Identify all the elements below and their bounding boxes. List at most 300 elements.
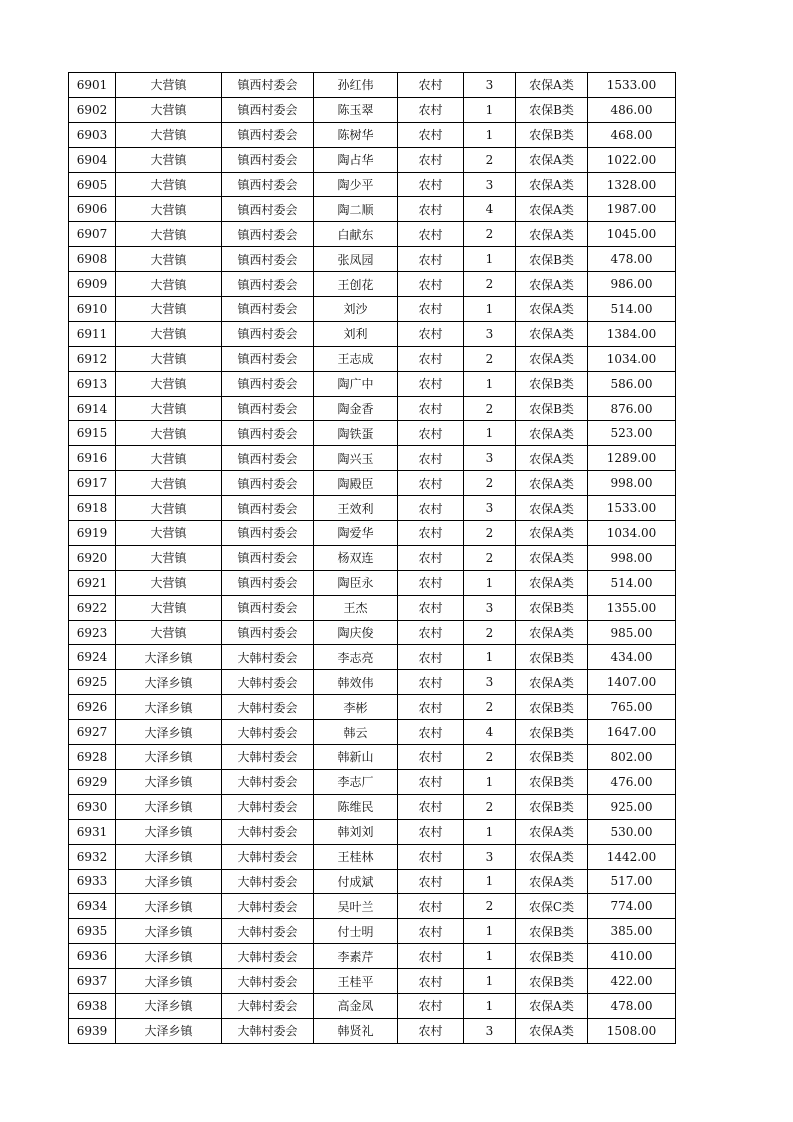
amount-cell: 385.00 [588,919,676,944]
family-size-cell: 2 [464,620,516,645]
amount-cell: 765.00 [588,695,676,720]
amount-cell: 410.00 [588,944,676,969]
town-cell: 大泽乡镇 [116,720,222,745]
table-row [69,1018,676,1043]
village-committee-cell: 镇西村委会 [222,297,314,322]
insurance-category-cell: 农保B类 [516,769,588,794]
insurance-category-cell: 农保A类 [516,272,588,297]
name-cell: 陶庆俊 [314,620,398,645]
household-type-cell: 农村 [398,147,464,172]
table-row [69,371,676,396]
row-number-cell: 6914 [69,396,116,421]
village-committee-cell: 大韩村委会 [222,869,314,894]
town-cell: 大泽乡镇 [116,819,222,844]
amount-cell: 530.00 [588,819,676,844]
town-cell: 大泽乡镇 [116,695,222,720]
family-size-cell: 2 [464,894,516,919]
table-row [69,969,676,994]
household-type-cell: 农村 [398,944,464,969]
insurance-category-cell: 农保A类 [516,1018,588,1043]
amount-cell: 586.00 [588,371,676,396]
table-row [69,894,676,919]
village-committee-cell: 镇西村委会 [222,122,314,147]
amount-cell: 523.00 [588,421,676,446]
row-number-cell: 6929 [69,769,116,794]
family-size-cell: 1 [464,97,516,122]
amount-cell: 1045.00 [588,222,676,247]
family-size-cell: 1 [464,944,516,969]
village-committee-cell: 镇西村委会 [222,147,314,172]
amount-cell: 998.00 [588,545,676,570]
town-cell: 大营镇 [116,346,222,371]
village-committee-cell: 大韩村委会 [222,769,314,794]
household-type-cell: 农村 [398,471,464,496]
amount-cell: 476.00 [588,769,676,794]
village-committee-cell: 大韩村委会 [222,919,314,944]
village-committee-cell: 镇西村委会 [222,620,314,645]
insurance-category-cell: 农保A类 [516,869,588,894]
amount-cell: 774.00 [588,894,676,919]
row-number-cell: 6928 [69,745,116,770]
beneficiary-table [68,72,676,1044]
amount-cell: 1328.00 [588,172,676,197]
family-size-cell: 1 [464,869,516,894]
table-row [69,919,676,944]
village-committee-cell: 大韩村委会 [222,993,314,1018]
family-size-cell: 3 [464,321,516,346]
village-committee-cell: 镇西村委会 [222,272,314,297]
amount-cell: 468.00 [588,122,676,147]
town-cell: 大营镇 [116,197,222,222]
household-type-cell: 农村 [398,869,464,894]
village-committee-cell: 镇西村委会 [222,321,314,346]
row-number-cell: 6920 [69,545,116,570]
table-row [69,695,676,720]
family-size-cell: 1 [464,919,516,944]
town-cell: 大营镇 [116,396,222,421]
town-cell: 大营镇 [116,371,222,396]
town-cell: 大营镇 [116,147,222,172]
town-cell: 大泽乡镇 [116,1018,222,1043]
village-committee-cell: 镇西村委会 [222,496,314,521]
amount-cell: 1442.00 [588,844,676,869]
table-row [69,421,676,446]
insurance-category-cell: 农保A类 [516,172,588,197]
insurance-category-cell: 农保B类 [516,794,588,819]
household-type-cell: 农村 [398,97,464,122]
village-committee-cell: 镇西村委会 [222,172,314,197]
household-type-cell: 农村 [398,720,464,745]
village-committee-cell: 镇西村委会 [222,545,314,570]
household-type-cell: 农村 [398,1018,464,1043]
table-row [69,620,676,645]
name-cell: 付成斌 [314,869,398,894]
insurance-category-cell: 农保A类 [516,297,588,322]
name-cell: 陶少平 [314,172,398,197]
town-cell: 大营镇 [116,521,222,546]
village-committee-cell: 镇西村委会 [222,97,314,122]
name-cell: 陈维民 [314,794,398,819]
table-row [69,944,676,969]
row-number-cell: 6926 [69,695,116,720]
insurance-category-cell: 农保A类 [516,496,588,521]
row-number-cell: 6922 [69,595,116,620]
family-size-cell: 2 [464,695,516,720]
insurance-category-cell: 农保A类 [516,446,588,471]
name-cell: 韩效伟 [314,670,398,695]
household-type-cell: 农村 [398,371,464,396]
insurance-category-cell: 农保B类 [516,371,588,396]
household-type-cell: 农村 [398,247,464,272]
table-row [69,172,676,197]
insurance-category-cell: 农保A类 [516,521,588,546]
family-size-cell: 3 [464,172,516,197]
family-size-cell: 1 [464,371,516,396]
insurance-category-cell: 农保A类 [516,993,588,1018]
household-type-cell: 农村 [398,794,464,819]
town-cell: 大营镇 [116,545,222,570]
insurance-category-cell: 农保A类 [516,545,588,570]
name-cell: 陶广中 [314,371,398,396]
family-size-cell: 1 [464,421,516,446]
table-row [69,73,676,98]
town-cell: 大营镇 [116,321,222,346]
town-cell: 大营镇 [116,97,222,122]
insurance-category-cell: 农保A类 [516,73,588,98]
town-cell: 大营镇 [116,421,222,446]
amount-cell: 1034.00 [588,346,676,371]
table-row [69,645,676,670]
amount-cell: 517.00 [588,869,676,894]
insurance-category-cell: 农保B类 [516,122,588,147]
name-cell: 韩云 [314,720,398,745]
insurance-category-cell: 农保B类 [516,745,588,770]
town-cell: 大营镇 [116,595,222,620]
family-size-cell: 3 [464,73,516,98]
insurance-category-cell: 农保B类 [516,720,588,745]
name-cell: 高金凤 [314,993,398,1018]
table-row [69,272,676,297]
insurance-category-cell: 农保B类 [516,695,588,720]
name-cell: 陶二顺 [314,197,398,222]
village-committee-cell: 大韩村委会 [222,695,314,720]
insurance-category-cell: 农保A类 [516,147,588,172]
family-size-cell: 1 [464,570,516,595]
household-type-cell: 农村 [398,844,464,869]
household-type-cell: 农村 [398,894,464,919]
household-type-cell: 农村 [398,919,464,944]
household-type-cell: 农村 [398,595,464,620]
row-number-cell: 6933 [69,869,116,894]
table-row [69,197,676,222]
name-cell: 陶臣永 [314,570,398,595]
row-number-cell: 6931 [69,819,116,844]
name-cell: 杨双连 [314,545,398,570]
family-size-cell: 1 [464,969,516,994]
name-cell: 陈树华 [314,122,398,147]
row-number-cell: 6919 [69,521,116,546]
town-cell: 大泽乡镇 [116,794,222,819]
insurance-category-cell: 农保B类 [516,944,588,969]
family-size-cell: 2 [464,521,516,546]
amount-cell: 478.00 [588,247,676,272]
row-number-cell: 6927 [69,720,116,745]
household-type-cell: 农村 [398,321,464,346]
town-cell: 大营镇 [116,297,222,322]
amount-cell: 1533.00 [588,496,676,521]
amount-cell: 1034.00 [588,521,676,546]
name-cell: 陶铁蛋 [314,421,398,446]
amount-cell: 998.00 [588,471,676,496]
household-type-cell: 农村 [398,496,464,521]
table-row [69,321,676,346]
amount-cell: 434.00 [588,645,676,670]
name-cell: 陶爱华 [314,521,398,546]
row-number-cell: 6936 [69,944,116,969]
family-size-cell: 1 [464,645,516,670]
row-number-cell: 6910 [69,297,116,322]
family-size-cell: 2 [464,545,516,570]
row-number-cell: 6907 [69,222,116,247]
household-type-cell: 农村 [398,969,464,994]
row-number-cell: 6906 [69,197,116,222]
row-number-cell: 6934 [69,894,116,919]
town-cell: 大泽乡镇 [116,769,222,794]
household-type-cell: 农村 [398,272,464,297]
row-number-cell: 6924 [69,645,116,670]
insurance-category-cell: 农保A类 [516,321,588,346]
row-number-cell: 6904 [69,147,116,172]
household-type-cell: 农村 [398,993,464,1018]
household-type-cell: 农村 [398,297,464,322]
table-row [69,97,676,122]
table-row [69,595,676,620]
household-type-cell: 农村 [398,122,464,147]
name-cell: 陈玉翠 [314,97,398,122]
name-cell: 王志成 [314,346,398,371]
table-row [69,396,676,421]
table-row [69,869,676,894]
name-cell: 刘利 [314,321,398,346]
table-row [69,720,676,745]
name-cell: 李志亮 [314,645,398,670]
amount-cell: 486.00 [588,97,676,122]
town-cell: 大泽乡镇 [116,894,222,919]
amount-cell: 876.00 [588,396,676,421]
family-size-cell: 1 [464,993,516,1018]
town-cell: 大泽乡镇 [116,919,222,944]
household-type-cell: 农村 [398,769,464,794]
row-number-cell: 6909 [69,272,116,297]
name-cell: 张凤园 [314,247,398,272]
village-committee-cell: 大韩村委会 [222,844,314,869]
row-number-cell: 6939 [69,1018,116,1043]
name-cell: 韩刘刘 [314,819,398,844]
town-cell: 大泽乡镇 [116,844,222,869]
household-type-cell: 农村 [398,695,464,720]
table-row [69,570,676,595]
row-number-cell: 6916 [69,446,116,471]
insurance-category-cell: 农保B类 [516,247,588,272]
insurance-category-cell: 农保B类 [516,645,588,670]
amount-cell: 1289.00 [588,446,676,471]
village-committee-cell: 镇西村委会 [222,197,314,222]
table-row [69,446,676,471]
household-type-cell: 农村 [398,645,464,670]
household-type-cell: 农村 [398,745,464,770]
town-cell: 大营镇 [116,73,222,98]
village-committee-cell: 镇西村委会 [222,371,314,396]
village-committee-cell: 大韩村委会 [222,645,314,670]
family-size-cell: 2 [464,222,516,247]
name-cell: 吴叶兰 [314,894,398,919]
village-committee-cell: 大韩村委会 [222,720,314,745]
village-committee-cell: 镇西村委会 [222,73,314,98]
village-committee-cell: 镇西村委会 [222,570,314,595]
amount-cell: 514.00 [588,570,676,595]
table-row [69,521,676,546]
row-number-cell: 6937 [69,969,116,994]
insurance-category-cell: 农保A类 [516,421,588,446]
amount-cell: 925.00 [588,794,676,819]
village-committee-cell: 大韩村委会 [222,1018,314,1043]
household-type-cell: 农村 [398,172,464,197]
amount-cell: 514.00 [588,297,676,322]
village-committee-cell: 大韩村委会 [222,745,314,770]
village-committee-cell: 镇西村委会 [222,421,314,446]
family-size-cell: 2 [464,272,516,297]
table-row [69,247,676,272]
row-number-cell: 6915 [69,421,116,446]
town-cell: 大泽乡镇 [116,869,222,894]
family-size-cell: 2 [464,396,516,421]
town-cell: 大泽乡镇 [116,645,222,670]
household-type-cell: 农村 [398,396,464,421]
town-cell: 大营镇 [116,172,222,197]
table-row [69,346,676,371]
table-row [69,794,676,819]
table-row [69,545,676,570]
table-row [69,670,676,695]
name-cell: 王杰 [314,595,398,620]
village-committee-cell: 镇西村委会 [222,595,314,620]
village-committee-cell: 镇西村委会 [222,521,314,546]
village-committee-cell: 镇西村委会 [222,222,314,247]
family-size-cell: 1 [464,819,516,844]
table-row [69,844,676,869]
table-body [69,73,676,1044]
household-type-cell: 农村 [398,222,464,247]
table-row [69,819,676,844]
row-number-cell: 6921 [69,570,116,595]
amount-cell: 1355.00 [588,595,676,620]
household-type-cell: 农村 [398,670,464,695]
amount-cell: 1508.00 [588,1018,676,1043]
table-row [69,222,676,247]
row-number-cell: 6918 [69,496,116,521]
name-cell: 王创花 [314,272,398,297]
table-row [69,496,676,521]
name-cell: 付士明 [314,919,398,944]
household-type-cell: 农村 [398,819,464,844]
row-number-cell: 6932 [69,844,116,869]
insurance-category-cell: 农保A类 [516,670,588,695]
town-cell: 大营镇 [116,620,222,645]
row-number-cell: 6905 [69,172,116,197]
family-size-cell: 2 [464,794,516,819]
village-committee-cell: 镇西村委会 [222,247,314,272]
household-type-cell: 农村 [398,521,464,546]
town-cell: 大泽乡镇 [116,969,222,994]
row-number-cell: 6901 [69,73,116,98]
name-cell: 陶兴玉 [314,446,398,471]
amount-cell: 478.00 [588,993,676,1018]
name-cell: 李素芹 [314,944,398,969]
row-number-cell: 6917 [69,471,116,496]
amount-cell: 1533.00 [588,73,676,98]
family-size-cell: 1 [464,247,516,272]
town-cell: 大营镇 [116,122,222,147]
row-number-cell: 6923 [69,620,116,645]
row-number-cell: 6938 [69,993,116,1018]
town-cell: 大营镇 [116,272,222,297]
row-number-cell: 6930 [69,794,116,819]
name-cell: 陶占华 [314,147,398,172]
row-number-cell: 6925 [69,670,116,695]
amount-cell: 1987.00 [588,197,676,222]
amount-cell: 802.00 [588,745,676,770]
village-committee-cell: 大韩村委会 [222,969,314,994]
name-cell: 白献东 [314,222,398,247]
family-size-cell: 4 [464,197,516,222]
town-cell: 大营镇 [116,496,222,521]
village-committee-cell: 镇西村委会 [222,396,314,421]
amount-cell: 1647.00 [588,720,676,745]
insurance-category-cell: 农保A类 [516,222,588,247]
amount-cell: 422.00 [588,969,676,994]
family-size-cell: 4 [464,720,516,745]
household-type-cell: 农村 [398,73,464,98]
name-cell: 韩贤礼 [314,1018,398,1043]
family-size-cell: 2 [464,745,516,770]
table-row [69,993,676,1018]
row-number-cell: 6902 [69,97,116,122]
name-cell: 陶殿臣 [314,471,398,496]
name-cell: 李彬 [314,695,398,720]
table-row [69,769,676,794]
household-type-cell: 农村 [398,421,464,446]
family-size-cell: 3 [464,496,516,521]
family-size-cell: 3 [464,670,516,695]
table-row [69,745,676,770]
name-cell: 刘沙 [314,297,398,322]
household-type-cell: 农村 [398,446,464,471]
table-row [69,471,676,496]
family-size-cell: 2 [464,471,516,496]
family-size-cell: 1 [464,769,516,794]
name-cell: 王效利 [314,496,398,521]
family-size-cell: 3 [464,844,516,869]
insurance-category-cell: 农保A类 [516,346,588,371]
household-type-cell: 农村 [398,620,464,645]
town-cell: 大泽乡镇 [116,944,222,969]
insurance-category-cell: 农保A类 [516,197,588,222]
table-row [69,147,676,172]
amount-cell: 1384.00 [588,321,676,346]
name-cell: 李志厂 [314,769,398,794]
town-cell: 大营镇 [116,471,222,496]
amount-cell: 1022.00 [588,147,676,172]
